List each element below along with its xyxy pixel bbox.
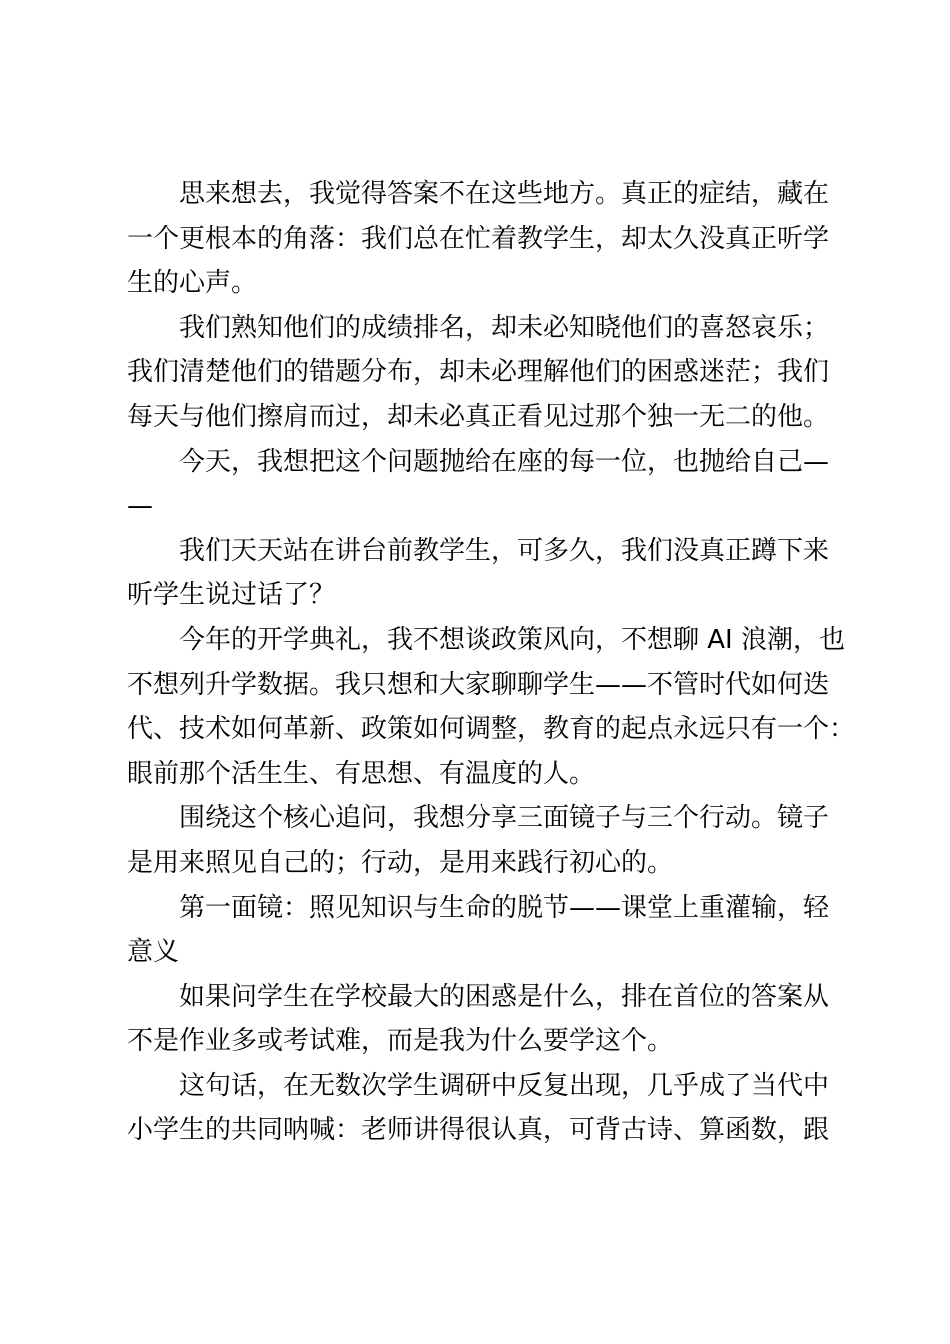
paragraph-line: 我们清楚他们的错题分布，却未必理解他们的困惑迷茫；我们 xyxy=(127,357,830,388)
paragraph-line: 生的心声。 xyxy=(127,268,258,299)
paragraph-8 xyxy=(127,975,833,1064)
paragraph-line: 这句话，在无数次学生调研中反复出现，几乎成了当代中 xyxy=(179,1070,830,1101)
paragraph-line: 眼前那个活生生、有思想、有温度的人。 xyxy=(127,758,596,789)
paragraph-line: 是用来照见自己的；行动，是用来践行初心的。 xyxy=(127,847,674,878)
paragraph-line: 代、技术如何革新、政策如何调整，教育的起点永远只有一个： xyxy=(127,714,856,745)
paragraph-line: 每天与他们擦肩而过，却未必真正看见过那个独一无二的他。 xyxy=(127,401,830,432)
paragraph-line: 今天，我想把这个问题抛给在座的每一位，也抛给自己— xyxy=(179,446,830,477)
section-heading xyxy=(127,886,833,975)
paragraph-line: 听学生说过话了？ xyxy=(127,580,336,611)
paragraph-line: 第一面镜：照见知识与生命的脱节——课堂上重灌输，轻 xyxy=(179,892,830,923)
paragraph-2 xyxy=(127,306,833,440)
paragraph-9 xyxy=(127,1064,833,1153)
paragraph-4 xyxy=(127,529,833,618)
paragraph-line: 我们熟知他们的成绩排名，却未必知晓他们的喜怒哀乐； xyxy=(179,312,830,343)
paragraph-line: 思来想去，我觉得答案不在这些地方。真正的症结，藏在 xyxy=(179,179,830,209)
paragraph-5 xyxy=(127,618,856,796)
paragraph-line: 不是作业多或考试难，而是我为什么要学这个。 xyxy=(127,1026,674,1057)
paragraph-line: 一个更根本的角落：我们总在忙着教学生，却太久没真正听学 xyxy=(127,223,830,254)
paragraph-line: 小学生的共同呐喊：老师讲得很认真，可背古诗、算函数，跟 xyxy=(127,1115,830,1146)
paragraph-line: 不想列升学数据。我只想和大家聊聊学生——不管时代如何迭 xyxy=(127,669,830,700)
paragraph-line: 意义 xyxy=(127,937,180,968)
paragraph-line: 如果问学生在学校最大的困惑是什么，排在首位的答案从 xyxy=(179,981,830,1012)
paragraph-line: 围绕这个核心追问，我想分享三面镜子与三个行动。镜子 xyxy=(179,803,830,834)
paragraph-1 xyxy=(127,172,833,306)
paragraph-3 xyxy=(127,440,833,529)
paragraph-line: — xyxy=(127,491,153,522)
paragraph-line: 今年的开学典礼，我不想谈政策风向，不想聊 AI 浪潮，也 xyxy=(179,624,845,655)
document-body xyxy=(127,172,856,1153)
paragraph-line: 我们天天站在讲台前教学生，可多久，我们没真正蹲下来 xyxy=(179,535,830,566)
paragraph-6 xyxy=(127,796,833,885)
